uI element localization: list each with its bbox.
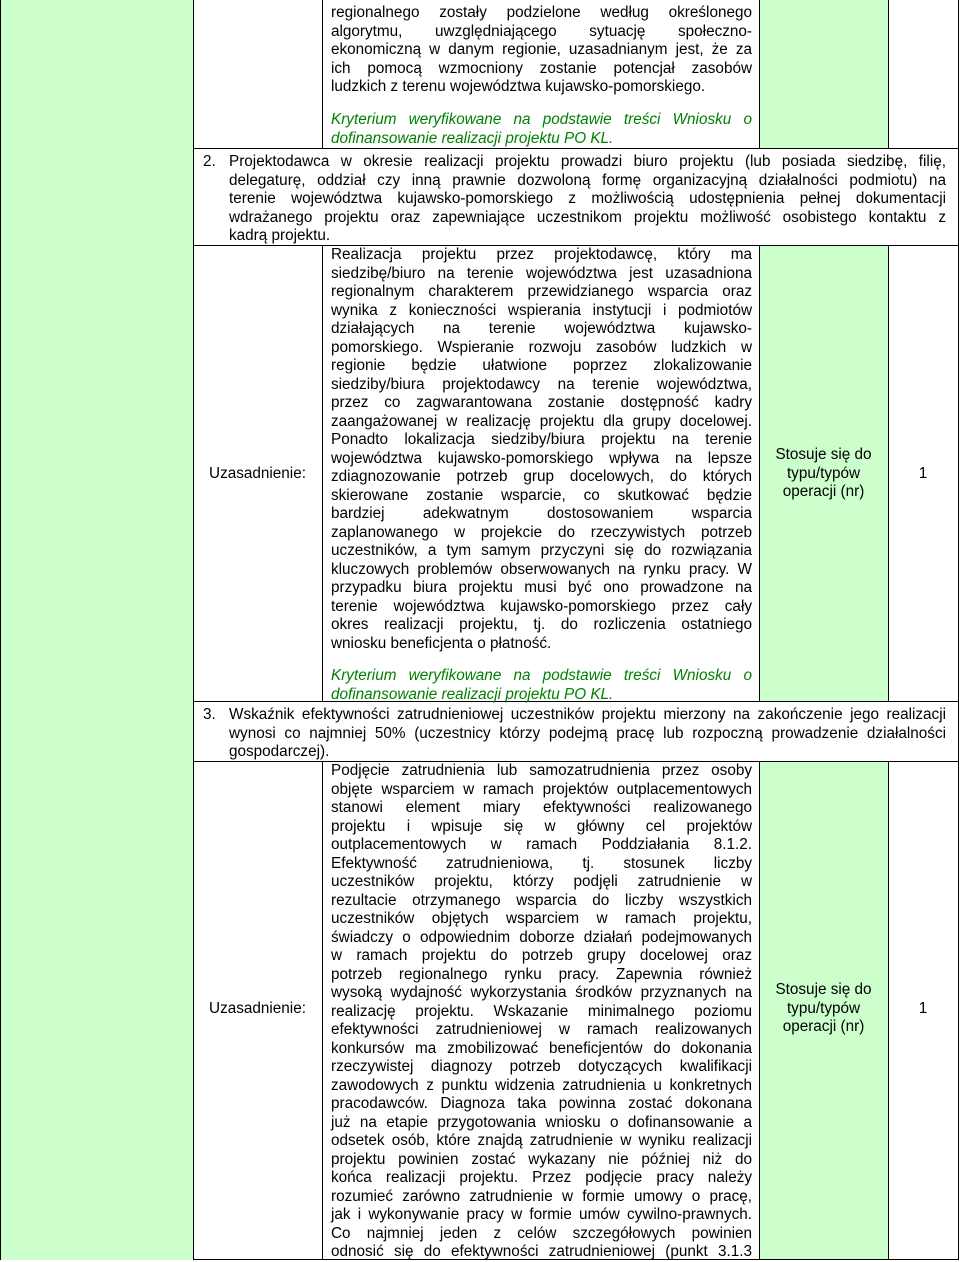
table-border [888,0,889,148]
text-line: terenie województwa kujawsko-pomorskiego z możliwością udostępnienia pełnej dokumentacji [229,190,946,207]
text-line: jak i wykonywanie pracy w formie umów cywilno-prawnych. [331,1206,752,1223]
text-line: województwa kujawsko-pomorskiego wpływa na lepsze [331,449,752,467]
text-line: uczestników projektu, którzy podjęli zatrudnienie w [331,873,752,890]
text-line: regionie będzie ułatwione poprzez zlokalizowanie [331,357,752,374]
text-line: już na etapie przygotowania wniosku o dofinansowanie a [331,1113,752,1131]
text-line: wysoką wydajność wykorzystania środków przyznanych na [331,984,752,1001]
text-line: ich pomocą wzmocniony zostanie potencjał zasobów [331,59,752,77]
table-border [759,0,760,148]
text-line: projektu powinien zostać wykazany nie później niż do [331,1150,752,1168]
text-line: skierowane zostanie wsparcie, co skutkować będzie [331,486,752,504]
table-border [0,0,1,1260]
applies-line: typu/typów [786,464,861,482]
text-line: odnosić się do efektywności zatrudnieniowej (punkt 3.1.3 [331,1243,752,1260]
table-border [322,761,323,1260]
applies-line: typu/typów [786,999,861,1017]
text-line: zaplanowanego w projekcie do rzeczywistych potrzeb [331,523,752,541]
text-line: wniosku beneficjenta o płatność. [331,634,552,652]
applies-line: Stosuje się do [775,981,872,998]
justification-label: Uzasadnienie: [209,465,306,482]
text-line: okres realizacji projektu, tj. do rozliczenia ostatniego [331,616,752,633]
table-border [322,245,323,701]
text-line: dofinansowanie realizacji projektu PO KL. [331,685,614,703]
text-line: outplacementowych w ramach Poddziałania 8.1.2. [331,836,752,853]
text-line: zdiagnozowanie potrzeb grup docelowych, do których [331,468,752,485]
table-border [193,148,959,149]
text-line: ekonomiczną w danym regionie, uzasadnianym jest, że za [331,41,752,58]
criterion-2-text [229,153,946,246]
text-line: siedzibę/biuro na terenie województwa jest uzasadniona [331,264,752,282]
text-line: działających na terenie województwa kujawsko- [331,320,752,337]
left-margin-cell [0,0,193,1260]
text-line: Kryterium weryfikowane na podstawie treści Wniosku o [331,111,752,128]
text-line: Realizacja projektu przez projektodawcę, który ma [331,246,752,263]
applies-line: operacji (nr) [782,1018,865,1035]
text-line: zawodowych z punktu widzenia zatrudnienia u konkretnych [331,1076,752,1094]
text-line: uczestników, a tym samym przyczyni się do rozwiązania [331,542,752,559]
text-line: realizację projektu. Wskazanie minimalnego poziomu [331,1002,752,1020]
applies-line: operacji (nr) [782,483,865,500]
text-line: dofinansowanie realizacji projektu PO KL. [331,129,614,147]
criterion-2-number: 2. [203,153,216,170]
text-line: pracodawców. Diagnoza taka powinna zostać dokonana [331,1095,752,1112]
criterion-2-justification [331,246,752,653]
criterion-3-number: 3. [203,706,216,723]
text-line: siedziby/biura projektodawcy na terenie województwa, [331,375,752,393]
text-line: stanowi element miary efektywności realizowanego [331,799,752,816]
text-line: potrzeb regionalnego rynku pracy. Zapewnia również [331,965,752,983]
text-line: delegaturę, oddział czy inną prawnie dozwoloną formę organizacyjną działalności podmiotu) na [229,171,946,189]
text-line: rozumieć zarówno zatrudnienie w formie umowy o pracę, [331,1187,752,1205]
block1-description [331,4,752,97]
criterion-3-justification [331,762,752,1262]
text-line: Kryterium weryfikowane na podstawie treści Wniosku o [331,667,752,684]
criterion-3-applies-to [759,981,888,1037]
text-line: Projektodawca w okresie realizacji projektu prowadzi biuro projektu (lub posiada siedzibę, filię, [229,153,946,170]
text-line: Co najmniej jeden z celów szczegółowych powinien [331,1224,752,1242]
text-line: Efektywność zatrudnieniowa, tj. stosunek liczby [331,854,752,872]
table-border [958,0,959,1260]
text-line: kluczowych problemów obserwowanych na rynku pracy. W [331,560,752,578]
text-line: regionalnego zostały podzielone według określonego [331,4,752,21]
text-line: projektu i wpisuje się w główny cel projektów [331,817,752,835]
table-border [193,0,194,1260]
criterion-3-text [229,706,946,762]
applies-cell-top [759,0,888,148]
text-line: rezultacie otrzymanego wsparcia do liczby wszystkich [331,891,752,909]
table-border [322,0,323,148]
text-line: Ponadto lokalizacja siedziby/biura projektu na terenie [331,431,752,448]
criterion-3-applies-value: 1 [918,1000,928,1017]
text-line: gospodarczej). [229,743,330,760]
text-line: przypadku biura projektu musi być ono prowadzone na [331,579,752,596]
text-line: pomorskiego. Wspieranie rozwoju zasobów ludzkich w [331,338,752,356]
text-line: objęte wsparciem w ramach projektów outplacementowych [331,780,752,798]
text-line: wynika z konieczności wspierania instytucji i podmiotów [331,301,752,319]
text-line: Wskaźnik efektywności zatrudnieniowej uczestników projektu mierzony na zakończenie jego realizacji [229,706,946,723]
criterion-2-applies-to [759,446,888,502]
text-line: regionalnym charakterem przewidzianego wsparcia oraz [331,283,752,300]
text-line: świadczy o odpowiednim doborze działań podejmowanych [331,928,752,946]
text-line: odsetek osób, które znajdą zatrudnienie w wyniku realizacji [331,1132,752,1149]
criterion-2-applies-value: 1 [918,465,928,482]
text-line: terenie województwa kujawsko-pomorskiego przez cały [331,597,752,615]
text-line: konkursów ma zmobilizować beneficjentów do dokonania [331,1039,752,1057]
text-line: wdrażanego projektu oraz zapewniające uczestnikom projektu możliwość osobistego kontaktu z [229,208,946,226]
text-line: ludzkich z terenu województwa kujawsko-pomorskiego. [331,78,706,95]
text-line: przez co zagwarantowana zostanie dostępność kadry [331,394,752,411]
justification-label: Uzasadnienie: [209,1000,306,1017]
text-line: algorytmu, uwzględniającego sytuację społeczno- [331,22,752,40]
text-line: efektywności zatrudnieniowej w ramach realizowanych [331,1021,752,1038]
text-line: zaangażowanej w realizację projektu dla grupy docelowej. [331,412,752,430]
applies-line: Stosuje się do [775,446,872,463]
text-line: wynosi co najmniej 50% (uczestnicy którzy podejmą pracę lub rozpoczną prowadzenie działalności [229,724,946,742]
text-line: rzeczywistej diagnozy potrzeb dotyczących kwalifikacji [331,1058,752,1075]
text-line: uczestników objętych wsparciem w ramach projektu, [331,910,752,927]
text-line: w ramach projektu do potrzeb grupy docelowej oraz [331,947,752,964]
criterion-2-verification-note [331,667,752,704]
text-line: kadrą projektu. [229,227,331,244]
text-line: końca realizacji projektu. Przez podjęcie pracy należy [331,1169,752,1186]
block1-verification-note [331,111,752,148]
text-line: Podjęcie zatrudnienia lub samozatrudnienia przez osoby [331,762,752,779]
text-line: bardziej adekwatnym dostosowaniem wsparcia [331,505,752,522]
